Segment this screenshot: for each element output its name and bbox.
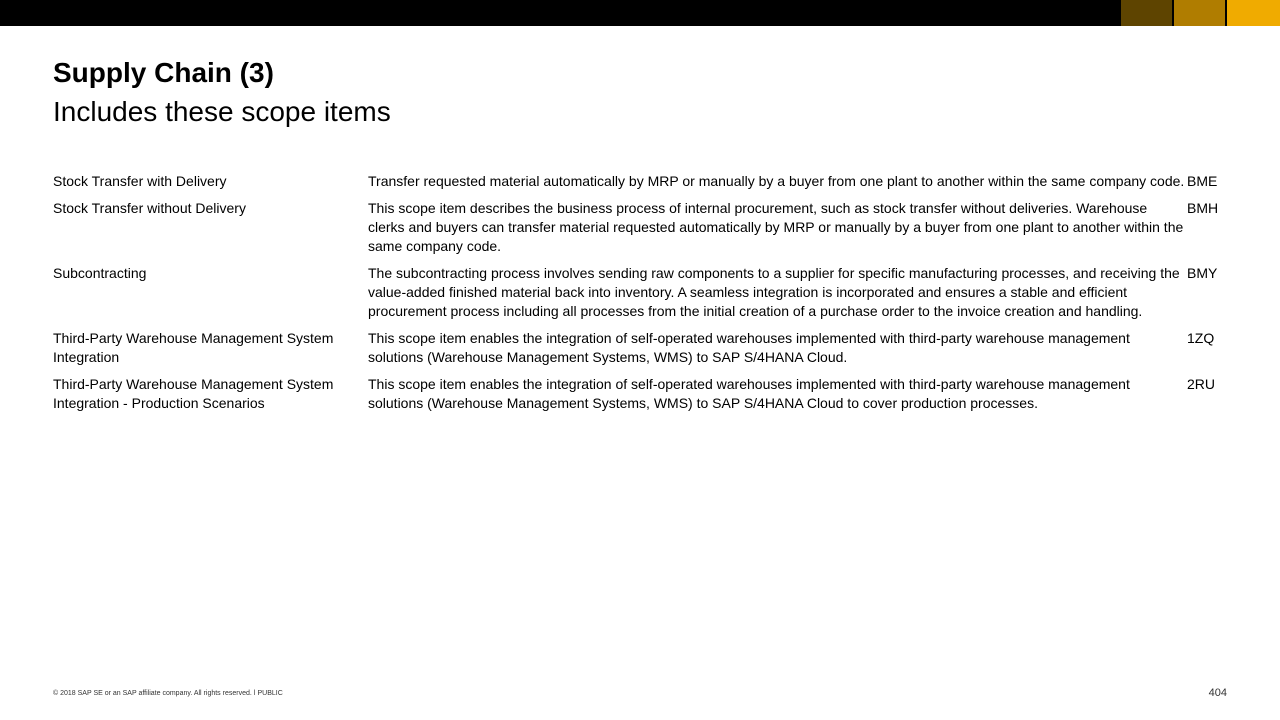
scope-item-name: Third-Party Warehouse Management System Integration bbox=[53, 330, 334, 365]
scope-items-table bbox=[53, 172, 1233, 421]
page-number: 404 bbox=[1208, 687, 1227, 699]
scope-item-code: BME bbox=[1187, 173, 1218, 189]
table-row bbox=[53, 199, 1233, 264]
scope-item-code: 1ZQ bbox=[1187, 330, 1215, 346]
footer-copyright: © 2018 SAP SE or an SAP affiliate company. All rights reserved. ǀ PUBLIC bbox=[53, 690, 283, 697]
accent-block-medium bbox=[1174, 0, 1225, 26]
page-subtitle: Includes these scope items bbox=[53, 96, 391, 127]
scope-item-name: Subcontracting bbox=[53, 265, 147, 281]
table-row bbox=[53, 375, 1233, 421]
scope-item-code: BMY bbox=[1187, 265, 1218, 281]
table-row bbox=[53, 329, 1233, 375]
scope-item-description: This scope item enables the integration of self-operated warehouses implemented with third-party warehouse management solutions (Warehouse Management Systems, WMS) to SAP S/4HANA Cloud to cover production processes. bbox=[368, 376, 1130, 411]
scope-item-code: BMH bbox=[1187, 200, 1219, 216]
scope-item-name: Stock Transfer with Delivery bbox=[53, 173, 227, 189]
scope-item-code: 2RU bbox=[1187, 376, 1216, 392]
scope-item-description: This scope item enables the integration of self-operated warehouses implemented with third-party warehouse management solutions (Warehouse Management Systems, WMS) to SAP S/4HANA Cloud. bbox=[368, 330, 1130, 365]
table-row bbox=[53, 264, 1233, 329]
page-title: Supply Chain (3) bbox=[53, 57, 274, 88]
top-bar bbox=[0, 0, 1280, 26]
accent-block-dark bbox=[1121, 0, 1172, 26]
scope-item-name: Stock Transfer without Delivery bbox=[53, 200, 246, 216]
scope-item-description: This scope item describes the business process of internal procurement, such as stock transfer without deliveries. Warehouse clerks and buyers can transfer material requested automatically by MRP or manually by a buyer from one plant to another within the same company code. bbox=[368, 200, 1184, 254]
scope-item-description: Transfer requested material automatically by MRP or manually by a buyer from one plant to another within the same company code. bbox=[368, 173, 1185, 189]
accent-block-light bbox=[1227, 0, 1280, 26]
scope-item-description: The subcontracting process involves sending raw components to a supplier for specific manufacturing processes, and receiving the value-added finished material back into inventory. A seamless integration is incorporated and ensures a stable and efficient procurement process including all processes from the initial creation of a purchase order to the invoice creation and handling. bbox=[368, 265, 1180, 319]
table-row bbox=[53, 172, 1233, 199]
scope-item-name: Third-Party Warehouse Management System Integration - Production Scenarios bbox=[53, 376, 334, 411]
